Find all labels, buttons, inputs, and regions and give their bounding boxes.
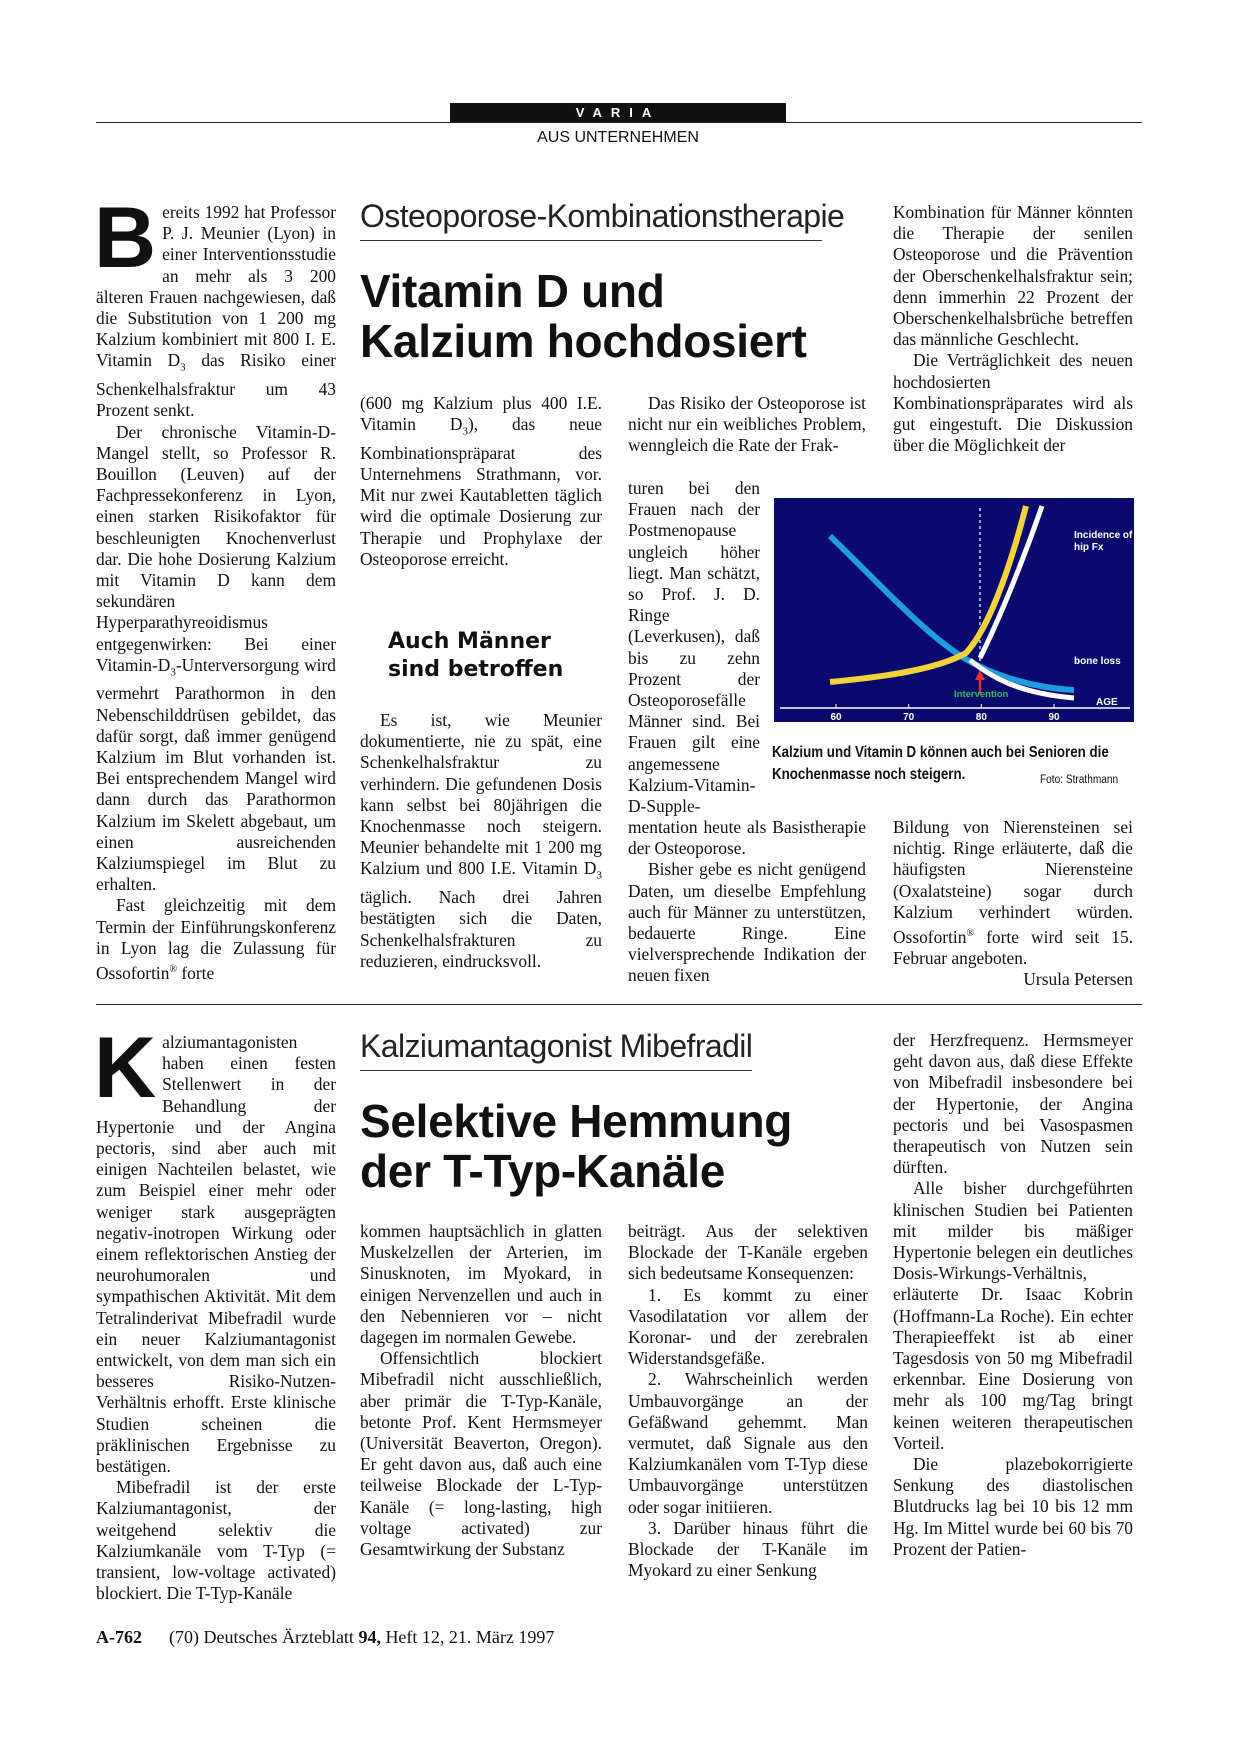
volume: 94,: [358, 1627, 381, 1647]
x-axis-label: AGE: [1096, 697, 1118, 708]
article-divider: [96, 1004, 1142, 1005]
legend-hip-fx: Incidence of hip Fx: [1074, 530, 1133, 553]
photo-credit: Foto: Strathmann: [1040, 774, 1119, 786]
kicker-rule: [360, 1070, 752, 1071]
article2-col3: beiträgt. Aus der selektiven Blockade der T-Kanäle ergeben sich bedeutsame Konsequenzen: 1. Es kommt zu einer Vasodilatation vor allem der Koronar- und der zerebralen Widerstandsgefäße. 2. Wahrscheinlich werden Umbauvorgänge an der Gefäßwand gehemmt. Man vermutet, daß Signale aus den Kalziumkanälen vom T-Typ diese Umbauvorgänge unterstützen oder sogar initiieren. 3. Darüber hinaus führt die Blockade der T-Kanäle im Myokard zu einer Senkung: [628, 1221, 868, 1581]
dropcap: B: [94, 190, 157, 286]
subsection-label: AUS UNTERNEHMEN: [537, 129, 699, 146]
intervention-label: Intervention: [954, 689, 1009, 700]
x-tick-label: 80: [975, 712, 987, 722]
article2-col4: der Herzfrequenz. Hermsmeyer geht davon aus, daß diese Effekte von Mibefradil insbesondere bei der Hypertonie, der Angina pectoris und bei Vasospasmen therapeutisch von Nutzen sein dürften. Alle bisher durchgeführten klinischen Studien bei Patienten mit milder bis mäßiger Hypertonie belegen ein deutliches Dosis-Wirkungs-Verhältnis, erläuterte Dr. Isaac Kobrin (Hoffmann-La Roche). Ein echter Therapieeffekt ist ab einer Tagesdosis von 50 mg Mibefradil erkennbar. Eine Dosierung von mehr als 100 mg/Tag bringt keinen weiteren therapeutischen Vorteil. Die plazebokorrigierte Senkung des diastolischen Blutdrucks lag bei 10 bis 12 mm Hg. Im Mittel wurde bei 60 bis 70 Prozent der Patien-: [893, 1030, 1133, 1559]
journal-citation: (70) Deutsches Ärzteblatt: [169, 1627, 359, 1647]
article2-col2: kommen hauptsächlich in glatten Muskelzellen der Arterien, im Sinusknoten, im Myokard, in einigen Nervenzellen und auch in den Nebennieren vor – nicht dagegen im normalen Gewebe. Offensichtlich blockiert Mibefradil nicht ausschließlich, aber primär die T-Typ-Kanäle, betonte Prof. Kent Hermsmeyer (Universität Beaverton, Oregon). Er geht davon aus, daß auch eine teilweise Blockade der L-Typ-Kanäle (= long-lasting, high voltage activated) zur Gesamtwirkung der Substanz: [360, 1221, 602, 1560]
article1-subhead-line2: sind betroffen: [388, 657, 564, 682]
article1-col2: (600 mg Kalzium plus 400 I.E. Vitamin $D_3$), das neue Kombinationspräparat des Unternehmens Strathmann, vor. Mit nur zwei Kautabletten täglich wird die optimale Dosierung zur Therapie und Prophylaxe der Osteoporose erreicht.: [360, 393, 602, 569]
chart-figure: [774, 498, 1134, 722]
article1-kicker: Osteoporose-Kombinationstherapie: [360, 198, 845, 234]
article2-col1: Kalziumantagonisten haben einen festen Stellenwert in der Behandlung der Hypertonie und der Angina pectoris, sind aber auch mit einigen Nachteilen belastet, wie zum Beispiel einer mehr oder weniger stark ausgeprägten negativ-inotropen Wirkung oder einem reflektorischen Anstieg der neurohumoralen und sympathischen Aktivität. Mit dem Tetralinderivat Mibefradil wurde ein neuer Kalziumantagonist entwickelt, von dem man sich ein besseres Risiko-Nutzen-Verhältnis erhofft. Erste klinische Studien scheinen die präklinischen Ergebnisse zu bestätigen. Mibefradil ist der erste Kalziumantagonist, der weitgehend selektiv die Kalziumkanäle vom T-Typ (= transient, low-voltage activated) blockiert. Die T-Typ-Kanäle: [94, 1020, 336, 1604]
article1-col3-narrow: turen bei den Frauen nach der Postmenopause ungleich höher liegt. Man schätzt, so Prof. J. D. Ringe (Leverkusen), daß bis zu zehn Prozent der Osteoporosefälle Männer sind. Bei Frauen gilt eine angemessene Kalzium-Vitamin-D-Supple-: [628, 478, 760, 817]
article1-col3: Das Risiko der Osteoporose ist nicht nur ein weibliches Problem, wenngleich die Rate der Frak-: [628, 393, 866, 456]
x-tick-label: 90: [1048, 712, 1060, 722]
article1-col3b: mentation heute als Basistherapie der Osteoporose. Bisher gebe es nicht genügend Daten, um dieselbe Empfehlung auch für Männer zu unterstützen, bedauerte Ringe. Eine vielversprechende Indikation der neuen fixen: [628, 817, 866, 986]
x-tick-label: 60: [830, 712, 842, 722]
chart: [774, 498, 1134, 722]
article1-col1: Bereits 1992 hat Professor P. J. Meunier (Lyon) in einer Interventionsstudie an mehr als 3 200 älteren Frauen nachgewiesen, daß die Substitution von 1 200 mg Kalzium kombiniert mit 800 I. E. Vitamin $D_3$ das Risiko einer Schenkelhalsfraktur um 43 Prozent senkt. Der chronische Vitamin-D-Mangel stellt, so Professor R. Bouillon (Leuven) auf der Fachpressekonferenz in Lyon, einen starken Risikofaktor für beschleunigten Knochenverlust dar. Die hohe Dosierung Kalzium mit Vitamin D kann dem sekundären Hyperparathyreoidismus entgegenwirken: Bei einer Vitamin-$D_3$-Unterversorgung wird vermehrt Parathormon in den Nebenschilddrüsen gebildet, das dafür sorgt, daß immer genügend Kalzium im Blut vorhanden ist. Bei entsprechendem Mangel wird dann durch das Parathormon Kalzium im Skelett abgebaut, um einen ausreichenden Kalziumspiegel im Blut zu erhalten. Fast gleichzeitig mit dem Termin der Einführungskonferenz in Lyon lag die Zulassung für Ossofortin® forte: [94, 190, 336, 983]
article1-col4: Kombination für Männer könnten die Therapie der senilen Osteoporose und die Prävention der Oberschenkelhalsfraktur sein; denn immerhin 22 Prozent der Oberschenkelhalsbrüche betreffen das männliche Geschlecht. Die Verträglichkeit des neuen hochdosierten Kombinationspräparates wird als gut eingestuft. Die Diskussion über die Möglichkeit der: [893, 202, 1133, 456]
article2-headline-line2: der T-Typ-Kanäle: [360, 1145, 725, 1197]
page-number: A-762: [96, 1627, 142, 1647]
article1-col4b: Bildung von Nierensteinen sei nichtig. Ringe erläuterte, daß die häufigsten Nierensteine (Oxalatsteine) sogar durch Kalzium verhindert würden. Ossofortin® forte wird seit 15. Februar angeboten. Ursula Petersen: [893, 817, 1133, 990]
article1-col2b: Es ist, wie Meunier dokumentierte, nie zu spät, eine Schenkelhalsfraktur zu verhindern. Die gefundenen Dosis kann selbst bei 80jährigen die Knochenmasse noch steigern. Meunier behandelte mit 1 200 mg Kalzium und 800 I.E. Vitamin $D_3$ täglich. Nach drei Jahren bestätigten sich die Daten, Schenkelhalsfrakturen zu reduzieren, eindrucksvoll.: [360, 710, 602, 971]
article2-kicker: Kalziumantagonist Mibefradil: [360, 1028, 753, 1064]
footer: [96, 1627, 554, 1648]
kicker-rule: [360, 240, 822, 241]
article1-headline-line2: Kalzium hochdosiert: [360, 315, 807, 367]
legend-bone-loss: bone loss: [1074, 656, 1121, 667]
header-rule: [96, 122, 1142, 123]
article1-subhead-line1: Auch Männer: [388, 629, 551, 654]
issue-date: Heft 12, 21. März 1997: [380, 1627, 555, 1647]
dropcap: K: [94, 1020, 157, 1116]
x-tick-label: 70: [903, 712, 915, 722]
article1-headline-line1: Vitamin D und: [360, 265, 665, 317]
section-label: VARIA: [575, 105, 661, 120]
article2-headline-line1: Selektive Hemmung: [360, 1095, 793, 1147]
caption-text: Kalzium und Vitamin D können auch bei Senioren die Knochenmasse noch steigern.: [772, 744, 1109, 783]
